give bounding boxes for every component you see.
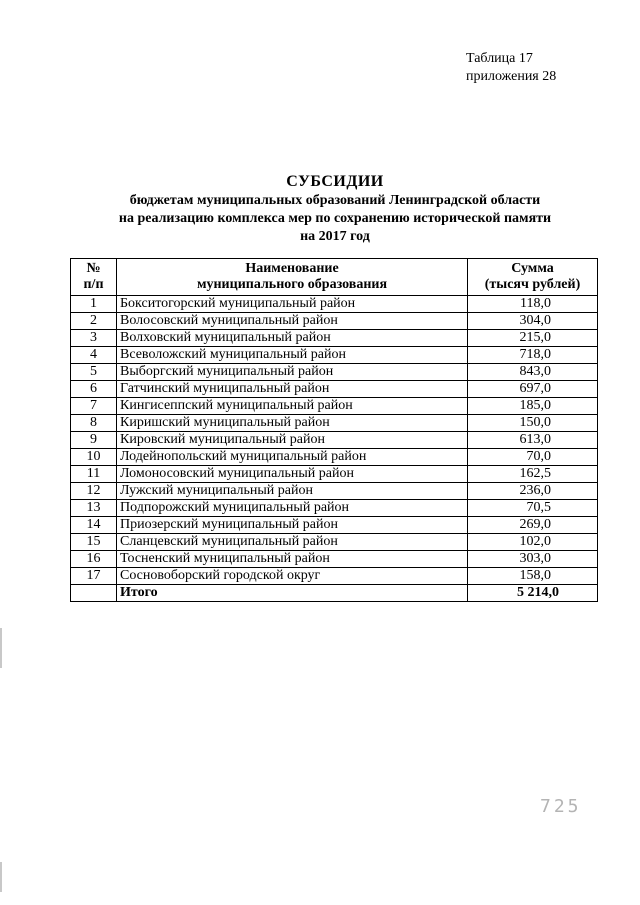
title-line-1: бюджетам муниципальных образований Ленинградской области [129, 193, 541, 208]
row-amount-cell: 70,0 [468, 449, 598, 466]
row-name-cell: Подпорожский муниципальный район [117, 500, 468, 517]
total-amount-cell: 5 214,0 [468, 585, 598, 602]
table-row [71, 313, 598, 330]
row-name-cell: Выборгский муниципальный район [117, 364, 468, 381]
scan-edge-mark [0, 862, 2, 892]
table-reference [466, 50, 556, 86]
table-total-row [71, 585, 598, 602]
table-header-row [71, 259, 598, 296]
row-name-cell: Гатчинский муниципальный район [117, 381, 468, 398]
row-name-cell: Бокситогорский муниципальный район [117, 296, 468, 313]
table-row [71, 466, 598, 483]
row-name-cell: Ломоносовский муниципальный район [117, 466, 468, 483]
row-amount-cell: 236,0 [468, 483, 598, 500]
row-number-cell: 14 [71, 517, 117, 534]
row-number-cell: 7 [71, 398, 117, 415]
row-number-cell: 8 [71, 415, 117, 432]
row-name-cell: Сланцевский муниципальный район [117, 534, 468, 551]
row-number-cell: 4 [71, 347, 117, 364]
page-number: 725 [540, 796, 582, 817]
row-name-cell: Лодейнопольский муниципальный район [117, 449, 468, 466]
row-number-cell: 1 [71, 296, 117, 313]
table-row [71, 330, 598, 347]
row-name-cell: Приозерский муниципальный район [117, 517, 468, 534]
table-row [71, 364, 598, 381]
row-amount-cell: 843,0 [468, 364, 598, 381]
table-row [71, 415, 598, 432]
row-number-cell: 2 [71, 313, 117, 330]
table-row [71, 381, 598, 398]
document-title [60, 172, 610, 246]
row-amount-cell: 185,0 [468, 398, 598, 415]
table-row [71, 449, 598, 466]
row-amount-cell: 718,0 [468, 347, 598, 364]
header-number: № п/п [71, 259, 117, 296]
row-amount-cell: 303,0 [468, 551, 598, 568]
row-number-cell: 10 [71, 449, 117, 466]
table-row [71, 398, 598, 415]
row-number-cell: 15 [71, 534, 117, 551]
row-number-cell: 13 [71, 500, 117, 517]
row-number-cell: 9 [71, 432, 117, 449]
row-amount-cell: 70,5 [468, 500, 598, 517]
reference-appendix: приложения 28 [466, 69, 557, 84]
row-name-cell: Кировский муниципальный район [117, 432, 468, 449]
table-row [71, 296, 598, 313]
row-name-cell: Киришский муниципальный район [117, 415, 468, 432]
row-amount-cell: 162,5 [468, 466, 598, 483]
row-amount-cell: 150,0 [468, 415, 598, 432]
row-number-cell: 16 [71, 551, 117, 568]
row-number-cell: 5 [71, 364, 117, 381]
row-name-cell: Лужский муниципальный район [117, 483, 468, 500]
total-label-cell: Итого [117, 585, 468, 602]
row-name-cell: Волосовский муниципальный район [117, 313, 468, 330]
row-name-cell: Кингисеппский муниципальный район [117, 398, 468, 415]
row-amount-cell: 269,0 [468, 517, 598, 534]
table-row [71, 483, 598, 500]
table-row [71, 551, 598, 568]
row-amount-cell: 102,0 [468, 534, 598, 551]
scan-edge-mark [0, 628, 2, 668]
row-amount-cell: 697,0 [468, 381, 598, 398]
row-number-cell: 3 [71, 330, 117, 347]
table-row [71, 500, 598, 517]
row-name-cell: Сосновоборский городской округ [117, 568, 468, 585]
row-amount-cell: 215,0 [468, 330, 598, 347]
title-line-2: на реализацию комплекса мер по сохранению исторической памяти [118, 211, 552, 226]
table-row [71, 432, 598, 449]
subsidies-table [70, 258, 598, 602]
row-name-cell: Всеволожский муниципальный район [117, 347, 468, 364]
title-main: СУБСИДИИ [286, 173, 384, 190]
row-number-cell: 11 [71, 466, 117, 483]
row-amount-cell: 118,0 [468, 296, 598, 313]
reference-table-number: Таблица 17 [466, 51, 533, 66]
row-amount-cell: 158,0 [468, 568, 598, 585]
total-number-cell [71, 585, 117, 602]
row-name-cell: Тосненский муниципальный район [117, 551, 468, 568]
row-name-cell: Волховский муниципальный район [117, 330, 468, 347]
row-number-cell: 12 [71, 483, 117, 500]
row-amount-cell: 613,0 [468, 432, 598, 449]
table-row [71, 517, 598, 534]
row-amount-cell: 304,0 [468, 313, 598, 330]
row-number-cell: 17 [71, 568, 117, 585]
row-number-cell: 6 [71, 381, 117, 398]
table-row [71, 568, 598, 585]
header-amount: Сумма (тысяч рублей) [468, 259, 598, 296]
table-row [71, 534, 598, 551]
header-name: Наименование муниципального образования [117, 259, 468, 296]
title-line-3: на 2017 год [300, 229, 370, 244]
table-row [71, 347, 598, 364]
